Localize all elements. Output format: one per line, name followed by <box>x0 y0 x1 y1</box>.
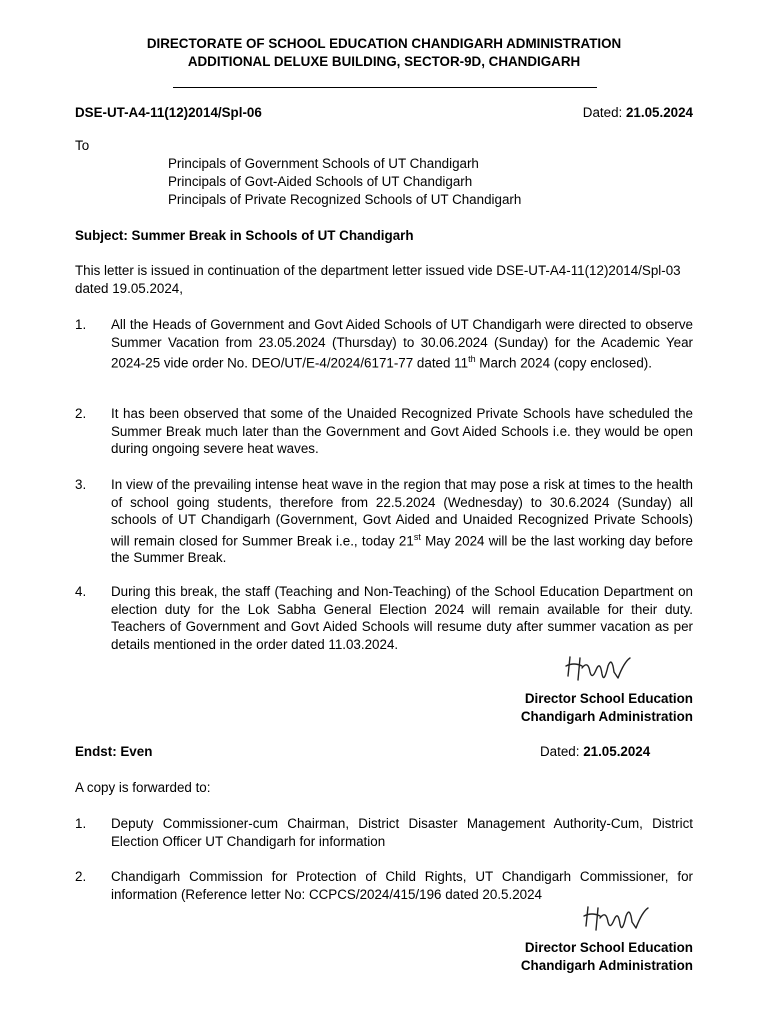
signatory-org: Chandigarh Administration <box>520 708 693 724</box>
reference-number: DSE-UT-A4-11(12)2014/Spl-06 <box>75 105 262 120</box>
signatory-title: Director School Education <box>524 940 693 955</box>
subject-line: Subject: Summer Break in Schools of UT Chandigarh <box>75 228 414 243</box>
point-text: All the Heads of Government and Govt Aided Schools of UT Chandigarh were directed to observe Summer Vacation from 23.05.2024 (Thursday) to 30.06.2024 (Sunday) for the Academic Year 2024-25 vide order No. DEO/UT/E-4/2024/6171-77 dated 11th March 2024 (copy enclosed). <box>111 317 693 371</box>
copy-text: Deputy Commissioner-cum Chairman, District Disaster Management Authority-Cum, District Election Officer UT Chandigarh for information <box>111 816 693 849</box>
signature-image <box>578 902 658 936</box>
copy-number: 1. <box>75 816 87 831</box>
reference-date-label: Dated: <box>582 105 623 120</box>
endorsement-date-value: 21.05.2024 <box>583 744 651 759</box>
letterhead-rule <box>173 87 597 88</box>
signatory-org: Chandigarh Administration <box>520 957 693 973</box>
addressee-line: Principals of Government Schools of UT Chandigarh <box>168 156 479 171</box>
endorsement-date <box>540 743 650 761</box>
copy-forwarded-intro: A copy is forwarded to: <box>75 780 211 795</box>
reference-date-value: 21.05.2024 <box>625 105 693 120</box>
point-text: In view of the prevailing intense heat wave in the region that may pose a risk at times to the health of school going students, therefore from 22.5.2024 (Wednesday) to 30.6.2024 (Sunday) all schools of UT Chandigarh (Government, Govt Aided and Unaided Recognized Private Schools) will remain closed for Summer Break i.e., today 21st May 2024 will be the last working day before the Summer Break. <box>111 477 693 566</box>
signatory-block <box>521 939 693 974</box>
intro-paragraph: This letter is issued in continuation of the department letter issued vide DSE-UT-A4-11(12)2014/Spl-03 dated 19.05.2024, <box>75 263 681 296</box>
copy-number: 2. <box>75 869 87 884</box>
addressee-line: Principals of Private Recognized Schools of UT Chandigarh <box>168 192 522 207</box>
signatory-title: Director School Education <box>524 691 693 706</box>
reference-date <box>583 104 693 122</box>
signatory-block <box>521 690 693 725</box>
point-number: 3. <box>75 477 87 492</box>
copy-text: Chandigarh Commission for Protection of Child Rights, UT Chandigarh Commissioner, for information (Reference letter No: CCPCS/2024/415/196 dated 20.5.2024 <box>111 869 693 902</box>
addressee-to: To <box>75 138 90 153</box>
point-text: During this break, the staff (Teaching and Non-Teaching) of the School Education Department on election duty for the Lok Sabha General Election 2024 will remain available for their duty. Teachers of Government and Govt Aided Schools will resume duty after summer vacation as per details mentioned in the order dated 11.03.2024. <box>111 584 693 652</box>
point-text: It has been observed that some of the Unaided Recognized Private Schools have scheduled the Summer Break much later than the Government and Govt Aided Schools i.e. they would be open during ongoing severe heat waves. <box>111 406 693 456</box>
addressee-line: Principals of Govt-Aided Schools of UT Chandigarh <box>168 174 473 189</box>
letterhead-address: ADDITIONAL DELUXE BUILDING, SECTOR-9D, CHANDIGARH <box>187 54 581 69</box>
endorsement-label: Endst: Even <box>75 744 153 759</box>
point-number: 2. <box>75 406 87 421</box>
signature-image <box>560 652 640 686</box>
endorsement-date-label: Dated: <box>540 744 580 759</box>
letterhead-title: DIRECTORATE OF SCHOOL EDUCATION CHANDIGARH ADMINISTRATION <box>146 36 622 51</box>
point-number: 4. <box>75 584 87 599</box>
point-number: 1. <box>75 317 87 332</box>
